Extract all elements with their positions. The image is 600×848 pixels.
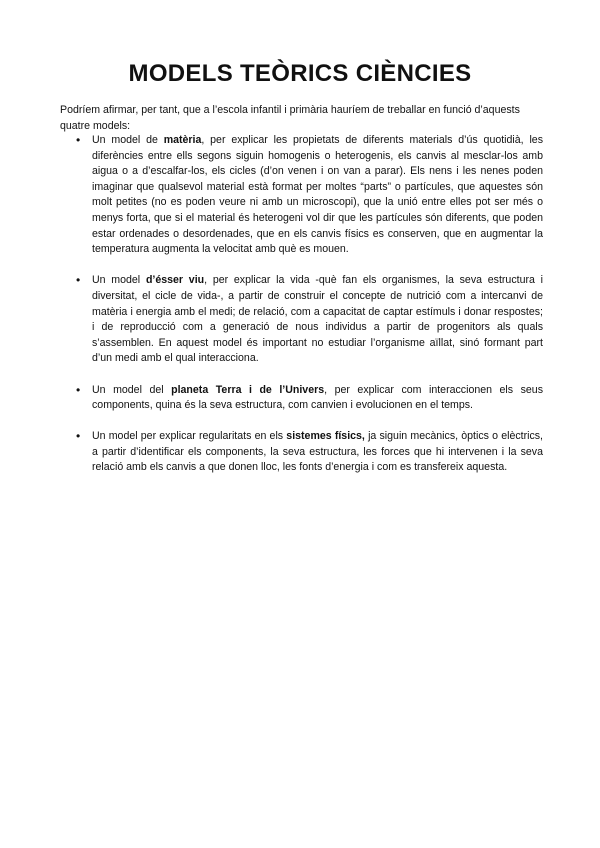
item-keyword: matèria <box>163 134 202 146</box>
item-text-after: ja siguin mecànics, òptics o elèctrics, a partir d’identificar els components, la seva estructura, les forces que hi intervenen i la seva relació amb els canvis a que donen lloc, les fonts d’energia i com es transfereix aquesta. <box>92 430 544 474</box>
item-text-before: Un model del <box>92 383 172 396</box>
item-text-before: Un model <box>92 274 146 287</box>
intro-paragraph: Podríem afirmar, per tant, que a l’escola infantil i primària hauríem de treballar en funció d’aquests quatre models: <box>60 104 520 132</box>
item-text-after: , per explicar com interaccionen els seus components, quina és la seva estructura, com canvien i evolucionen en el temps. <box>92 383 543 412</box>
item-text-before: Un model de <box>92 134 164 146</box>
list-item-physical-systems-model <box>76 429 543 476</box>
list-item-matter-model <box>76 133 543 258</box>
item-keyword: d’ésser viu <box>145 274 205 287</box>
item-keyword: sistemes físics, <box>286 430 365 443</box>
item-text-before: Un model per explicar regularitats en els <box>92 430 287 443</box>
list-item-earth-universe-model <box>76 383 543 414</box>
list-item-living-being-model <box>76 273 543 367</box>
item-keyword: planeta Terra i de l’Univers <box>171 383 325 396</box>
page-title: MODELS TEÒRICS CIÈNCIES <box>128 60 472 87</box>
item-text-after: , per explicar la vida -què fan els organismes, la seva estructura i diversitat, el cicle de vida-, a partir de construir el concepte de nutrició com a intercanvi de matèria i energia amb el medi; de relació, com a capacitat de captar estímuls i donar respostes; i de reproducció com a generació de nous individus a partir de progenitors als quals s’assemblen. En aquest model és important no estudiar l’organisme aïllat, sinó formant part d’un medi amb el qual interacciona. <box>92 274 543 365</box>
models-list <box>76 133 543 476</box>
item-text-after: , per explicar les propietats de diferents materials d’ús quotidià, les diferències entre ells segons siguin homogenis o heterogenis, els canvis al mesclar-los amb aigua o a d’escalfar-los, els cicles (d’on venen i on van a parar). Els nens i les nenes poden imaginar que qualsevol material està format per moltes “parts” o partícules, que aquestes són molt petites (no es poden veure ni amb un microscopi), que la unió entre elles pot ser més o menys forta, que si el material és heterogeni vol dir que les partícules són diferents, que poden estar ordenades o desordenades, que en els canvis físics es conserven, que en augmentar la temperatura augmenta la velocitat amb què es mouen. <box>92 134 543 256</box>
